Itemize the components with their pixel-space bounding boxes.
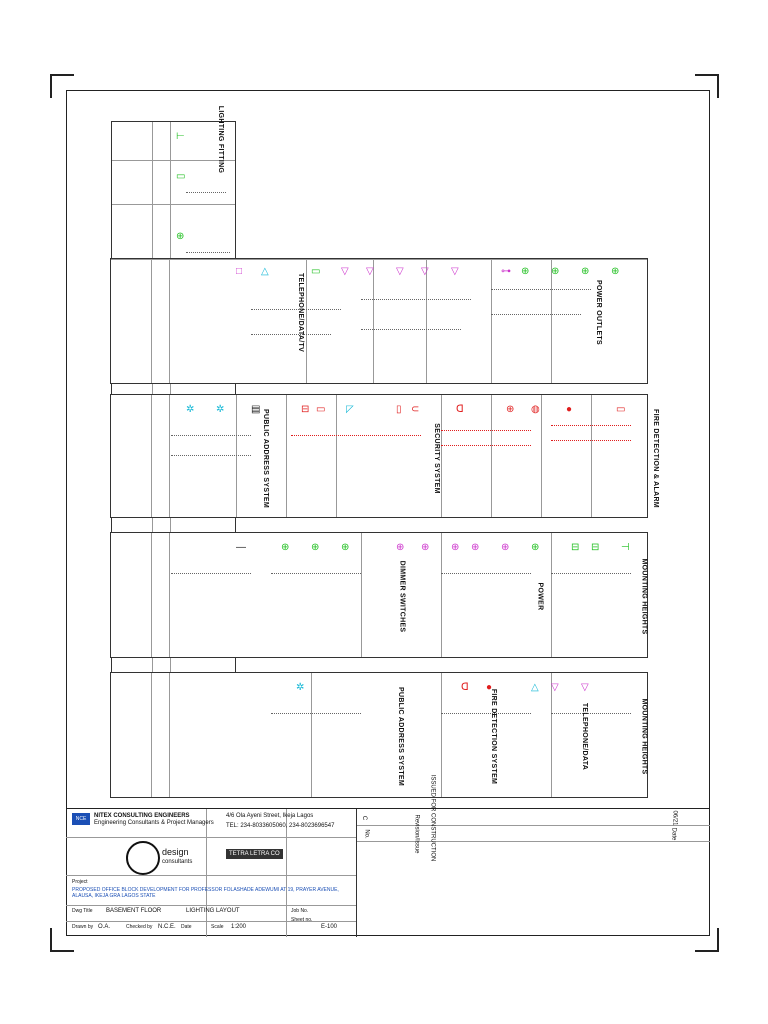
socket-icon: ⊕: [471, 542, 480, 553]
column-heading: TELEPHONE/DATA/TV: [297, 272, 305, 353]
scale-label: Scale: [211, 924, 224, 930]
fitting-icon: ⊢: [176, 131, 185, 142]
fire-icon: ᗡ: [461, 682, 469, 693]
logo-text: design: [162, 847, 189, 857]
outlet-icon: ▭: [311, 266, 321, 277]
logo-sub: consultants: [162, 859, 193, 865]
socket-icon: ⊕: [611, 266, 620, 277]
sheet-no: E-100: [321, 924, 338, 930]
fitting-icon: ⊕: [176, 231, 185, 242]
column-heading: LIGHTING FITTING: [217, 105, 225, 174]
dimmer-icon: ⊕: [421, 542, 430, 553]
column-subheading: POWER: [536, 582, 544, 611]
revision-date: 06/21: [671, 810, 678, 826]
sounder-icon: ᗡ: [456, 404, 464, 415]
fire-alarm-panel-icon: ▭: [616, 404, 626, 415]
legend-column-fire-detection: [110, 394, 659, 518]
outlet-icon: ▽: [341, 266, 349, 277]
dimmer-icon: ⊕: [396, 542, 405, 553]
checked-by: N.C.E.: [158, 924, 176, 930]
sheet-no-label: Sheet no.: [291, 917, 313, 923]
smoke-detector-icon: ●: [566, 404, 573, 415]
outlet-icon: □: [236, 266, 243, 277]
column-subheading: PUBLIC ADDRESS SYSTEM: [262, 409, 269, 508]
fire-icon: ●: [486, 682, 493, 693]
column-heading: MOUNTING HEIGHTS: [640, 698, 648, 775]
column-heading: MOUNTING HEIGHTS: [640, 558, 648, 635]
design-logo: [126, 841, 160, 875]
speaker-icon: ✲: [186, 404, 195, 415]
socket-icon: ⊕: [581, 266, 590, 277]
outlet-icon: △: [531, 682, 539, 693]
door-contact-icon: ▭: [316, 404, 326, 415]
column-heading: FIRE DETECTION & ALARM: [651, 409, 659, 508]
scale-value: 1:200: [231, 924, 247, 930]
switch-icon: ⊶: [501, 266, 511, 277]
checked-by-label: Checked by: [126, 924, 153, 930]
socket-icon: ⊕: [501, 542, 510, 553]
manual-call-point-icon: ⊕: [506, 404, 515, 415]
outlet-icon: ▽: [366, 266, 374, 277]
tv-outlet-icon: ▽: [421, 266, 429, 277]
column-subheading: DIMMER SWITCHES: [398, 560, 406, 633]
column-subheading: PUBLIC ADDRESS SYSTEM: [397, 687, 404, 786]
project-label: Project: [72, 879, 88, 885]
client-badge: TETRA LETRA CO: [226, 849, 283, 859]
revision-block: [356, 774, 710, 937]
column-subheading: SECURITY SYSTEM: [432, 423, 440, 494]
dwg-title-label: Dwg Title: [72, 908, 93, 914]
data-outlet-icon: ▽: [451, 266, 459, 277]
column-subheading: TELEPHONE/DATA: [581, 702, 589, 771]
legend-column-mounting-heights-2: [110, 672, 648, 798]
column-subheading: FIRE DETECTION SYSTEM: [490, 688, 498, 785]
revision-header-date: Date: [670, 827, 677, 841]
beacon-icon: ⊂: [411, 404, 420, 415]
project-name: PROPOSED OFFICE BLOCK DEVELOPMENT FOR PROFESSOR FOLASHADE ADEWUMI AT 19, PRAYER AVENUE, ALAUSA, IKEJA GRA LAGOS STATE: [72, 887, 339, 899]
dwg-subtitle: LIGHTING LAYOUT: [186, 908, 240, 914]
legend-column-mounting-heights: [110, 532, 648, 658]
socket-icon: ⊕: [521, 266, 530, 277]
dimmer-icon: —: [236, 542, 246, 553]
column-subheading: POWER OUTLETS: [594, 280, 602, 345]
job-no-label: Job No.: [291, 908, 309, 914]
dimmer-icon: ⊕: [281, 542, 290, 553]
heat-detector-icon: ◍: [531, 404, 540, 415]
socket-icon: ⊕: [451, 542, 460, 553]
amplifier-icon: ▤: [251, 404, 261, 415]
outlet-icon: ▽: [551, 682, 559, 693]
drawn-by: O.A.: [98, 924, 111, 930]
firm-name: NITEX CONSULTING ENGINEERS: [94, 813, 190, 819]
security-panel-icon: ▯: [396, 404, 402, 415]
firm-block: [66, 809, 356, 937]
socket-icon: ⊕: [551, 266, 560, 277]
firm-logo: NCE: [72, 813, 90, 825]
revision-letter: C: [361, 815, 368, 821]
firm-details: Engineering Consultants & Project Managers: [94, 820, 214, 826]
socket-icon: ⊕: [531, 542, 540, 553]
dimmer-icon: ⊕: [341, 542, 350, 553]
switch-icon: ⊣: [621, 542, 630, 553]
drawn-by-label: Drawn by: [72, 924, 94, 930]
speaker-icon: ✲: [296, 682, 305, 693]
switch-icon: ⊟: [591, 542, 600, 553]
firm-address: 4/6 Ola Ayeni Street, Ikeja Lagos: [226, 813, 314, 819]
access-control-icon: ⊟: [301, 404, 310, 415]
dimmer-icon: ⊕: [311, 542, 320, 553]
telephone-legend: [110, 258, 648, 384]
revision-header-no: No.: [363, 829, 370, 839]
outlet-icon: △: [261, 266, 269, 277]
firm-tel: TEL: 234-8033605060, 234-8023696547: [226, 823, 335, 829]
fitting-icon: ▭: [176, 171, 186, 182]
date-label: Date: [181, 924, 192, 930]
revision-header-issue: Revision/Issue: [413, 814, 420, 854]
telephone-outlet-icon: ▽: [396, 266, 404, 277]
outlet-icon: ▽: [581, 682, 589, 693]
switch-icon: ⊟: [571, 542, 580, 553]
dwg-title: BASEMENT FLOOR: [106, 908, 162, 914]
title-block: [66, 774, 710, 937]
speaker-icon: ✲: [216, 404, 225, 415]
cctv-camera-icon: ◸: [346, 404, 354, 415]
revision-text: ISSUED FOR CONSTRUCTION: [429, 774, 436, 862]
